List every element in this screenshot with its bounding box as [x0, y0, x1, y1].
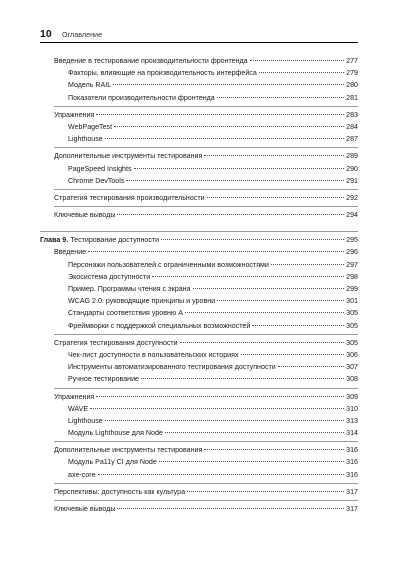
toc-entry-title: Модуль Pa11y CI для Node: [68, 458, 157, 467]
toc-entry-page-number: 316: [346, 446, 358, 455]
toc-entry-page-number: 291: [346, 176, 358, 185]
toc-entry[interactable]: [40, 415, 358, 427]
toc-entry-page-number: 296: [346, 248, 358, 257]
toc-entry[interactable]: [40, 209, 358, 221]
toc-entry-title: Chrome DevTools: [68, 176, 125, 185]
leader-dots: [271, 264, 344, 265]
toc-entry-title: WebPageTest: [68, 122, 113, 131]
leader-dots: [152, 276, 344, 277]
toc-entry[interactable]: [40, 503, 358, 515]
page-number: 10: [40, 28, 52, 40]
toc-entry-title: Ручное тестирование: [68, 375, 139, 384]
toc-entry-page-number: 280: [346, 81, 358, 90]
toc-entry-title: Ключевые выводы: [54, 211, 116, 220]
toc-entry-title: Экосистема доступности: [68, 272, 151, 281]
toc-entry-page-number: 316: [346, 470, 358, 479]
toc-entry-page-number: 298: [346, 272, 358, 281]
toc-entry[interactable]: [40, 55, 358, 67]
toc-entry[interactable]: [40, 320, 358, 332]
leader-dots: [207, 197, 345, 198]
toc-entry-title: Стратегия тестирования производительности: [54, 193, 205, 202]
leader-dots: [88, 251, 344, 252]
leader-dots: [98, 474, 345, 475]
toc-entry-title: Ключевые выводы: [54, 505, 116, 513]
toc-entry[interactable]: [40, 92, 358, 104]
toc-entry-title: Перспективы: доступность как культура: [54, 487, 186, 496]
section-divider: [54, 483, 358, 484]
toc-entry-page-number: 287: [346, 135, 358, 144]
toc-entry-page-number: 281: [346, 93, 358, 102]
page-header: [40, 28, 358, 43]
leader-dots: [134, 168, 345, 169]
section-divider: [54, 147, 358, 148]
toc-entry-title: Факторы, влияющие на производительность интерфейса: [68, 69, 257, 78]
toc-entry-page-number: 277: [346, 57, 358, 65]
toc-entry-page-number: 317: [346, 505, 358, 513]
toc-entry[interactable]: [40, 403, 358, 415]
running-title: Оглавление: [62, 30, 103, 39]
leader-dots: [90, 408, 344, 409]
toc-entry-page-number: 316: [346, 458, 358, 467]
leader-dots: [193, 288, 345, 289]
toc-entry-page-number: 290: [346, 164, 358, 173]
toc-entry-page-number: 314: [346, 429, 358, 438]
toc-entry-title: axe-core: [68, 470, 96, 479]
leader-dots: [105, 138, 344, 139]
toc-entry[interactable]: [40, 427, 358, 439]
leader-dots: [252, 325, 344, 326]
leader-dots: [114, 126, 344, 127]
section-divider: [54, 441, 358, 442]
toc-entry-page-number: 306: [346, 350, 358, 359]
toc-entry-title: Персонажи пользователей с ограниченными возможностями: [68, 260, 269, 269]
toc-entry[interactable]: [40, 67, 358, 79]
toc-entry-page-number: 292: [346, 193, 358, 202]
leader-dots: [161, 239, 344, 240]
toc-group-performance: [40, 55, 358, 221]
toc-entry-title: PageSpeed Insights: [68, 164, 132, 173]
leader-dots: [204, 155, 344, 156]
chapter-page-number: 295: [346, 236, 358, 245]
leader-dots: [204, 449, 344, 450]
toc-entry-title: Дополнительные инструменты тестирования: [54, 446, 203, 455]
section-divider: [54, 500, 358, 501]
toc-entry-page-number: 299: [346, 285, 358, 293]
toc-entry[interactable]: [40, 175, 358, 187]
toc-entry[interactable]: [40, 337, 358, 349]
leader-dots: [180, 342, 345, 343]
leader-dots: [217, 300, 344, 301]
toc-entry-title: Упражнения: [54, 110, 95, 119]
toc-entry-title: Упражнения: [54, 392, 95, 401]
toc-entry-page-number: 308: [346, 375, 358, 384]
leader-dots: [105, 420, 344, 421]
leader-dots: [96, 114, 344, 115]
leader-dots: [187, 491, 344, 492]
toc-entry-title: Модуль Lighthouse для Node: [68, 429, 163, 438]
toc-entry[interactable]: [40, 349, 358, 361]
toc-entry[interactable]: [40, 192, 358, 204]
toc-entry-page-number: 317: [346, 487, 358, 496]
toc-group-accessibility: [40, 246, 358, 515]
toc-entry[interactable]: [40, 121, 358, 133]
toc-entry-page-number: 313: [346, 416, 358, 425]
toc-entry[interactable]: [40, 150, 358, 162]
leader-dots: [250, 60, 345, 61]
leader-dots: [217, 97, 344, 98]
leader-dots: [165, 432, 344, 433]
toc-entry[interactable]: [40, 469, 358, 481]
toc-entry[interactable]: [40, 307, 358, 319]
chapter-divider: [40, 231, 358, 232]
section-divider: [54, 189, 358, 190]
toc-entry[interactable]: [40, 295, 358, 307]
toc-entry[interactable]: [40, 283, 358, 295]
toc-entry-title: Инструменты автоматизированного тестирования доступности: [68, 363, 276, 372]
table-of-contents: [40, 55, 358, 515]
toc-entry-title: Дополнительные инструменты тестирования: [54, 152, 203, 161]
toc-entry-title: Пример. Программы чтения с экрана: [68, 285, 191, 293]
leader-dots: [241, 354, 345, 355]
toc-entry-page-number: 283: [346, 110, 358, 119]
toc-entry-title: Показатели производительности фронтенда: [68, 93, 215, 102]
toc-entry-title: Фреймворки с поддержкой специальных возможностей: [68, 321, 251, 330]
toc-entry[interactable]: [40, 271, 358, 283]
toc-entry-title: Lighthouse: [68, 416, 103, 425]
section-divider: [54, 106, 358, 107]
toc-entry[interactable]: [40, 486, 358, 498]
leader-dots: [96, 396, 344, 397]
toc-entry[interactable]: [40, 373, 358, 385]
leader-dots: [259, 72, 344, 73]
toc-entry-title: WCAG 2.0: руководящие принципы и уровни: [68, 297, 216, 306]
leader-dots: [113, 84, 344, 85]
leader-dots: [117, 508, 344, 509]
toc-entry-title: Чек-лист доступности в пользовательских историях: [68, 350, 239, 359]
toc-entry-page-number: 294: [346, 211, 358, 220]
toc-entry-page-number: 305: [346, 309, 358, 318]
toc-chapter-entry[interactable]: [40, 234, 358, 246]
toc-entry[interactable]: [40, 361, 358, 373]
toc-entry-page-number: 305: [346, 321, 358, 330]
toc-entry-page-number: 309: [346, 392, 358, 401]
toc-entry-page-number: 289: [346, 152, 358, 161]
chapter-label: Глава 9.: [40, 236, 69, 245]
section-divider: [54, 388, 358, 389]
toc-entry[interactable]: [40, 391, 358, 403]
toc-entry[interactable]: [40, 109, 358, 121]
leader-dots: [141, 378, 344, 379]
toc-entry-page-number: 305: [346, 338, 358, 347]
toc-entry-page-number: 284: [346, 122, 358, 131]
toc-entry-page-number: 297: [346, 260, 358, 269]
toc-entry[interactable]: [40, 79, 358, 91]
toc-entry[interactable]: [40, 259, 358, 271]
leader-dots: [159, 461, 344, 462]
leader-dots: [185, 312, 344, 313]
toc-entry-title: Lighthouse: [68, 135, 103, 144]
leader-dots: [117, 214, 344, 215]
toc-entry[interactable]: [40, 246, 358, 258]
section-divider: [54, 334, 358, 335]
toc-entry-page-number: 307: [346, 363, 358, 372]
toc-entry-page-number: 310: [346, 404, 358, 413]
leader-dots: [278, 366, 344, 367]
toc-entry-page-number: 301: [346, 297, 358, 306]
leader-dots: [126, 180, 344, 181]
toc-entry[interactable]: [40, 163, 358, 175]
toc-entry-page-number: 279: [346, 69, 358, 78]
toc-entry-title: Модель RAIL: [68, 81, 112, 90]
toc-entry-title: Введение: [54, 248, 87, 257]
toc-entry[interactable]: [40, 444, 358, 456]
toc-entry[interactable]: [40, 456, 358, 468]
section-divider: [54, 206, 358, 207]
toc-entry-title: Стандарты соответствия уровню А: [68, 309, 183, 318]
toc-entry-title: WAVE: [68, 404, 89, 413]
chapter-title: Тестирование доступности: [70, 236, 160, 245]
toc-entry-title: Стратегия тестирования доступности: [54, 338, 178, 347]
toc-entry-title: Введение в тестирование производительности фронтенда: [54, 57, 248, 65]
toc-entry[interactable]: [40, 133, 358, 145]
